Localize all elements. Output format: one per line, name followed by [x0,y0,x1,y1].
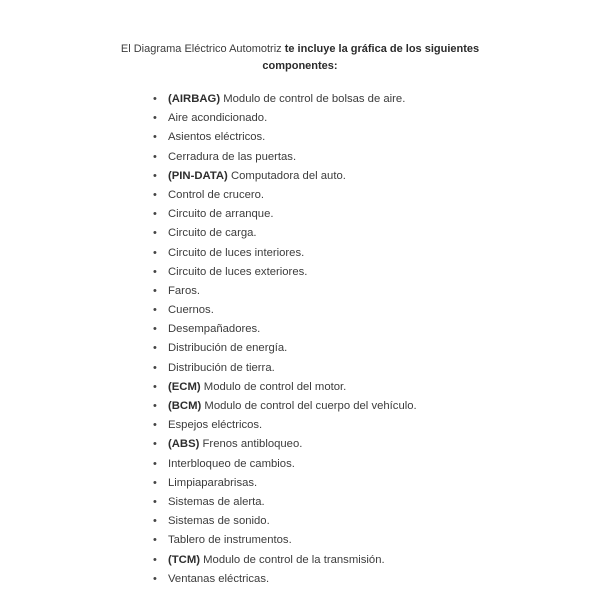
list-item [152,512,417,531]
list-item [152,128,417,147]
bullet-icon: • [153,361,157,374]
bullet-icon: • [153,246,157,259]
list-item [152,551,417,570]
component-description: Tablero de instrumentos. [168,534,292,547]
bullet-icon: • [153,438,157,451]
component-description: Control de crucero. [168,188,265,201]
bullet-icon: • [153,284,157,297]
component-code: (ABS) [168,438,200,451]
bullet-icon: • [153,150,157,163]
list-item [152,339,417,358]
list-item [152,263,417,282]
list-item [152,167,417,186]
list-item [152,570,417,589]
component-code: (TCM) [168,553,200,566]
list-item [152,90,417,109]
component-code: (AIRBAG) [168,93,221,105]
component-description: Sistemas de sonido. [168,515,270,528]
component-description: Desempañadores. [168,323,261,336]
bullet-icon: • [153,227,157,240]
component-description: Ventanas eléctricas. [168,572,270,585]
component-list [152,90,417,589]
bullet-icon: • [153,323,157,336]
component-description: Aire acondicionado. [168,112,268,125]
list-item [152,359,417,378]
bullet-icon: • [153,534,157,547]
component-description: Asientos eléctricos. [168,131,266,144]
bullet-icon: • [153,265,157,278]
bullet-icon: • [153,572,157,585]
component-code: (BCM) [168,400,202,412]
bullet-icon: • [153,476,157,489]
list-item [152,397,417,416]
component-description: Distribución de energía. [168,342,288,355]
component-code: (ECM) [168,380,201,393]
bullet-icon: • [153,380,157,393]
bullet-icon: • [153,188,157,201]
list-item [152,301,417,320]
list-item [152,416,417,435]
bullet-icon: • [153,131,157,144]
bullet-icon: • [153,457,157,470]
list-item [152,320,417,339]
list-item [152,205,417,224]
list-item [152,186,417,205]
bullet-icon: • [153,304,157,317]
bullet-icon: • [153,93,157,105]
component-description: Modulo de control de bolsas de aire. [220,93,406,105]
component-description: Circuito de luces interiores. [168,246,305,259]
component-description: Modulo de control de la transmisión. [200,553,385,566]
list-item [152,435,417,454]
bullet-icon: • [153,208,157,221]
bullet-icon: • [153,400,157,412]
list-item [152,531,417,550]
list-item [152,378,417,397]
list-item [152,282,417,301]
bullet-icon: • [153,112,157,125]
bullet-icon: • [153,169,157,182]
list-item [152,474,417,493]
intro-line-1 [0,41,600,58]
intro-regular-text: El Diagrama Eléctrico Automotriz [120,43,285,55]
bullet-icon: • [153,419,157,432]
component-description: Computadora del auto. [227,169,346,182]
component-description: Circuito de arranque. [168,208,274,221]
intro-bold-text-line-1: te incluye la gráfica de los siguientes [284,43,480,55]
intro-paragraph [0,41,600,75]
component-description: Circuito de luces exteriores. [168,265,308,278]
component-description: Faros. [168,284,201,297]
component-description: Cerradura de las puertas. [168,150,297,163]
bullet-icon: • [153,553,157,566]
list-item [152,148,417,167]
list-item [152,455,417,474]
list-item [152,244,417,263]
component-description: Cuernos. [168,304,214,317]
component-description: Interbloqueo de cambios. [168,457,295,470]
component-description: Modulo de control del cuerpo del vehículo. [201,400,417,412]
component-description: Espejos eléctricos. [168,419,263,432]
bullet-icon: • [153,495,157,508]
bullet-icon: • [153,342,157,355]
bullet-icon: • [153,515,157,528]
component-description: Modulo de control del motor. [200,380,347,393]
component-code: (PIN-DATA) [168,169,228,182]
component-description: Frenos antibloqueo. [199,438,303,451]
component-description: Circuito de carga. [168,227,257,240]
list-item [152,224,417,243]
intro-bold-text-line-2: componentes: [262,60,338,72]
component-description: Limpiaparabrisas. [168,476,258,489]
component-description: Sistemas de alerta. [168,495,265,508]
list-item [152,109,417,128]
component-description: Distribución de tierra. [168,361,275,374]
list-item [152,493,417,512]
